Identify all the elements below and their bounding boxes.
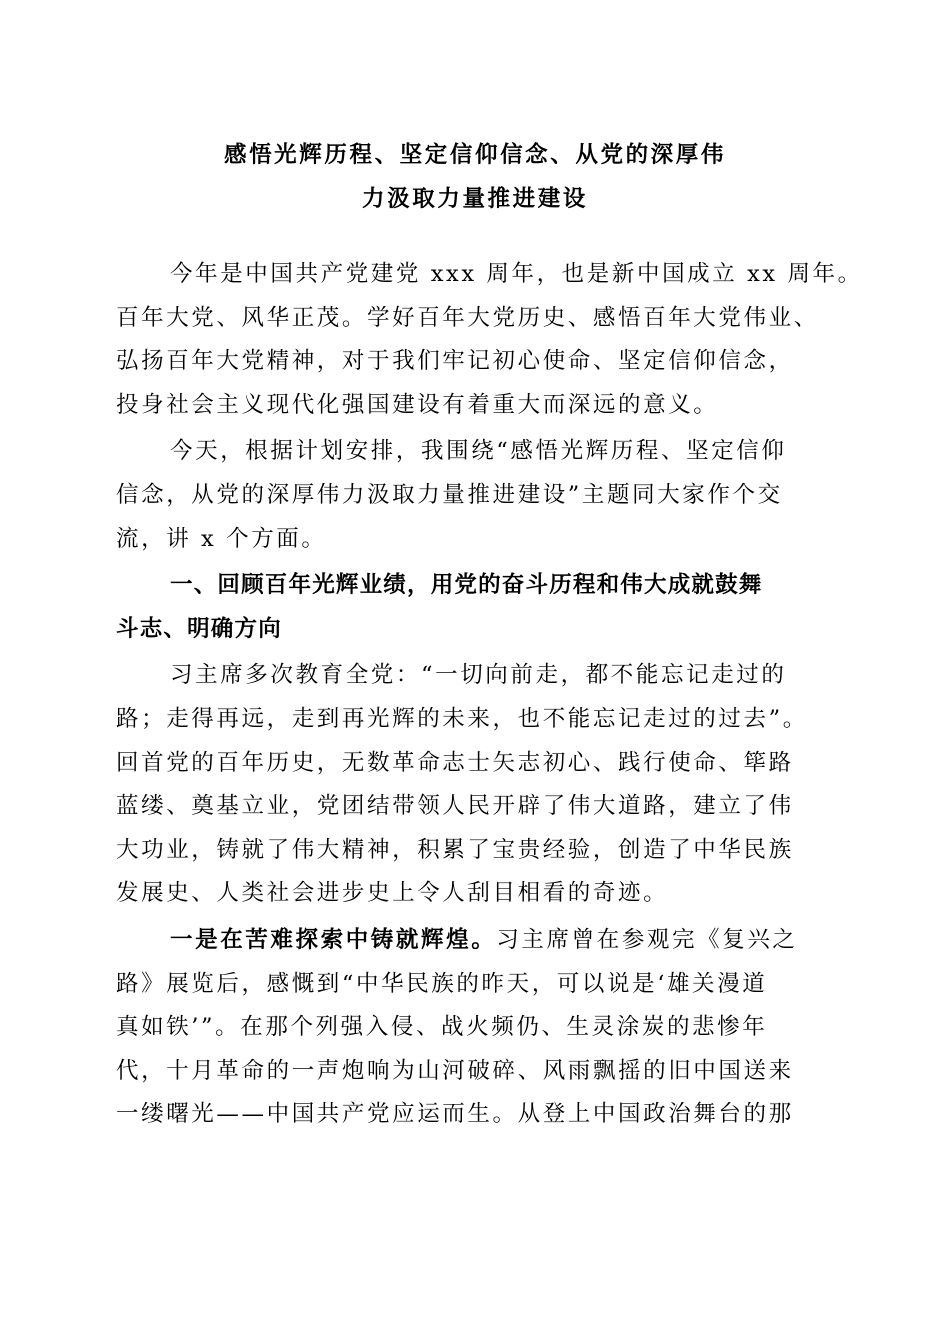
document-title: [100, 134, 850, 221]
text-line: 代，十月革命的一声炮响为山河破碎、风雨飘摇的旧中国送来: [116, 1057, 794, 1084]
text-line: 回首党的百年历史，无数革命志士矢志初心、践行使命、筚路: [116, 749, 794, 776]
paragraph-intro: [116, 253, 863, 427]
paragraph-point-one: [116, 919, 836, 1137]
text-line: 路》展览后，感慨到“中华民族的昨天，可以说是‘雄关漫道: [116, 970, 768, 997]
paragraph-agenda: [116, 430, 836, 561]
text-line: 大功业，铸就了伟大精神，积累了宝贵经验，创造了中华民族: [116, 836, 794, 863]
section-heading-1: [116, 564, 836, 651]
text-line: 弘扬百年大党精神，对于我们牢记初心使命、坚定信仰信念，: [116, 348, 794, 375]
text-line: 今年是中国共产党建党 xxx 周年，也是新中国成立 xx 周年。: [170, 261, 863, 287]
heading-line: 斗志、明确方向: [116, 615, 282, 642]
text-line: 真如铁’”。在那个列强入侵、战火频仍、生灵涂炭的悲惨年: [116, 1014, 768, 1041]
document-body: [116, 253, 863, 1137]
title-line: 力汲取力量推进建设: [362, 185, 588, 212]
text-line: 蓝缕、奠基立业，党团结带领人民开辟了伟大道路，建立了伟: [116, 793, 794, 820]
heading-line: 一、回顾百年光辉业绩，用党的奋斗历程和伟大成就鼓舞: [170, 572, 763, 599]
text-line: 一缕曙光——中国共产党应运而生。从登上中国政治舞台的那: [116, 1101, 794, 1128]
text-line: 发展史、人类社会进步史上令人刮目相看的奇迹。: [116, 880, 669, 907]
text-line: 投身社会主义现代化强国建设有着重大而深远的意义。: [116, 391, 719, 418]
text-line: 流，讲 x 个方面。: [116, 525, 327, 552]
text-line-with-lead: [116, 919, 836, 963]
lead-sentence-bold: 一是在苦难探索中铸就辉煌。: [170, 926, 497, 953]
paragraph-history: [116, 654, 836, 916]
text-line: 百年大党、风华正茂。学好百年大党历史、感悟百年大党伟业、: [116, 304, 819, 331]
text-line: 今天，根据计划安排，我围绕“感悟光辉历程、坚定信仰: [170, 438, 787, 465]
text-line: 习主席多次教育全党：“一切向前走，都不能忘记走过的: [170, 662, 787, 689]
lead-rest: 习主席曾在参观完《复兴之: [496, 926, 798, 953]
text-line: 路；走得再远，走到再光辉的未来，也不能忘记走过的过去”。: [116, 705, 808, 732]
title-line: 感悟光辉历程、坚定信仰信念、从党的深厚伟: [223, 142, 726, 168]
text-line: 信念，从党的深厚伟力汲取力量推进建设”主题同大家作个交: [116, 481, 783, 508]
